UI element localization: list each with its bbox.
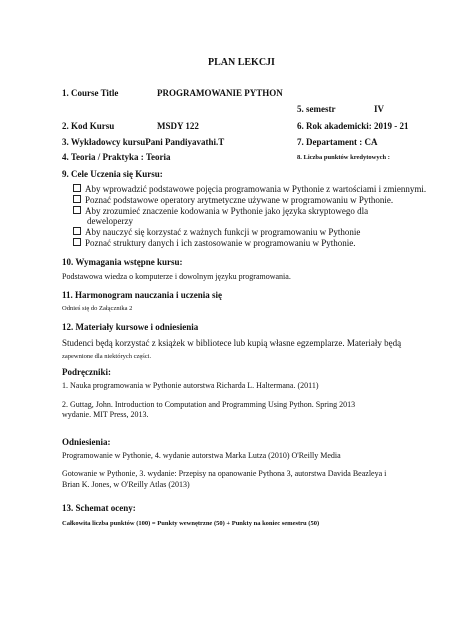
materials-heading: 12. Materiały kursowe i odniesienia (62, 322, 199, 332)
semester-label: 5. semestr (297, 104, 336, 114)
textbook-item-2-line-1: 2. Guttag, John. Introduction to Computation and Programming Using Python. Spring 2013 (62, 400, 356, 409)
prerequisites-heading: 10. Wymagania wstępne kursu: (62, 257, 183, 267)
checkbox-icon (73, 227, 81, 235)
grading-heading: 13. Schemat oceny: (62, 503, 136, 513)
document-title: PLAN LEKCJI (208, 57, 275, 68)
semester-value: IV (374, 104, 385, 114)
objectives-heading: 9. Cele Uczenia się Kursu: (62, 169, 163, 179)
list-item: Poznać struktury danych i ich zastosowanie w programowaniu w Pythonie. (73, 238, 355, 249)
materials-line-1: Studenci będą korzystać z książek w bibliotece lub kupią własne egzemplarze. Materiały będą (62, 338, 402, 348)
materials-line-2: zapewnione dla niektórych części. (62, 353, 152, 360)
reference-item-2-line-2: Brian K. Jones, w O'Reilly Atlas (2013) (62, 480, 190, 489)
course-title-value: PROGRAMOWANIE PYTHON (157, 88, 283, 98)
list-item: Aby zrozumieć znaczenie kodowania w Pythonie jako języka skryptowego dla (73, 206, 368, 217)
prerequisites-text: Podstawowa wiedza o komputerze i dowolnym języku programowania. (62, 272, 291, 281)
grading-text: Całkowita liczba punktów (100) = Punkty wewnętrzne (50) + Punkty na koniec semestru (50) (62, 520, 320, 527)
textbooks-heading: Podręczniki: (62, 367, 111, 377)
academic-year: 6. Rok akademicki: 2019 - 21 (297, 121, 409, 131)
reference-item-1: Programowanie w Pythonie, 4. wydanie autorstwa Marka Lutza (2010) O'Reilly Media (62, 451, 341, 460)
list-item: Aby nauczyć się korzystać z ważnych funkcji w programowaniu w Pythonie (73, 227, 360, 238)
schedule-text: Odnieś się do Załącznika 2 (62, 305, 133, 312)
credits: 8. Liczba punktów kredytowych : (297, 154, 390, 161)
lecturer: 3. Wykładowcy kursuPani Pandiyavathi.T (62, 137, 225, 147)
list-item: Poznać podstawowe operatory arytmetyczne używane w programowaniu w Pythonie. (73, 195, 393, 206)
course-title-label: 1. Course Title (62, 88, 119, 98)
department: 7. Departament : CA (297, 137, 378, 147)
checkbox-icon (73, 206, 81, 214)
references-heading: Odniesienia: (62, 437, 111, 447)
schedule-heading: 11. Harmonogram nauczania i uczenia się (62, 290, 222, 300)
course-code-value: MSDY 122 (157, 121, 199, 131)
list-item-continuation: deweloperzy (87, 216, 133, 226)
textbook-item-2-line-2: wydanie. MIT Press, 2013. (62, 410, 149, 419)
theory-practice: 4. Teoria / Praktyka : Teoria (62, 152, 171, 162)
reference-item-2-line-1: Gotowanie w Pythonie, 3. wydanie: Przepisy na opanowanie Pythona 3, autorstwa Davida Beazleya i (62, 469, 387, 478)
checkbox-icon (73, 184, 81, 192)
checkbox-icon (73, 238, 81, 246)
checkbox-icon (73, 195, 81, 203)
textbook-item-1: 1. Nauka programowania w Pythonie autorstwa Richarda L. Haltermana. (2011) (62, 381, 319, 390)
list-item: Aby wprowadzić podstawowe pojęcia programowania w Pythonie z wartościami i zmiennymi. (73, 184, 426, 195)
course-code-label: 2. Kod Kursu (62, 121, 115, 131)
